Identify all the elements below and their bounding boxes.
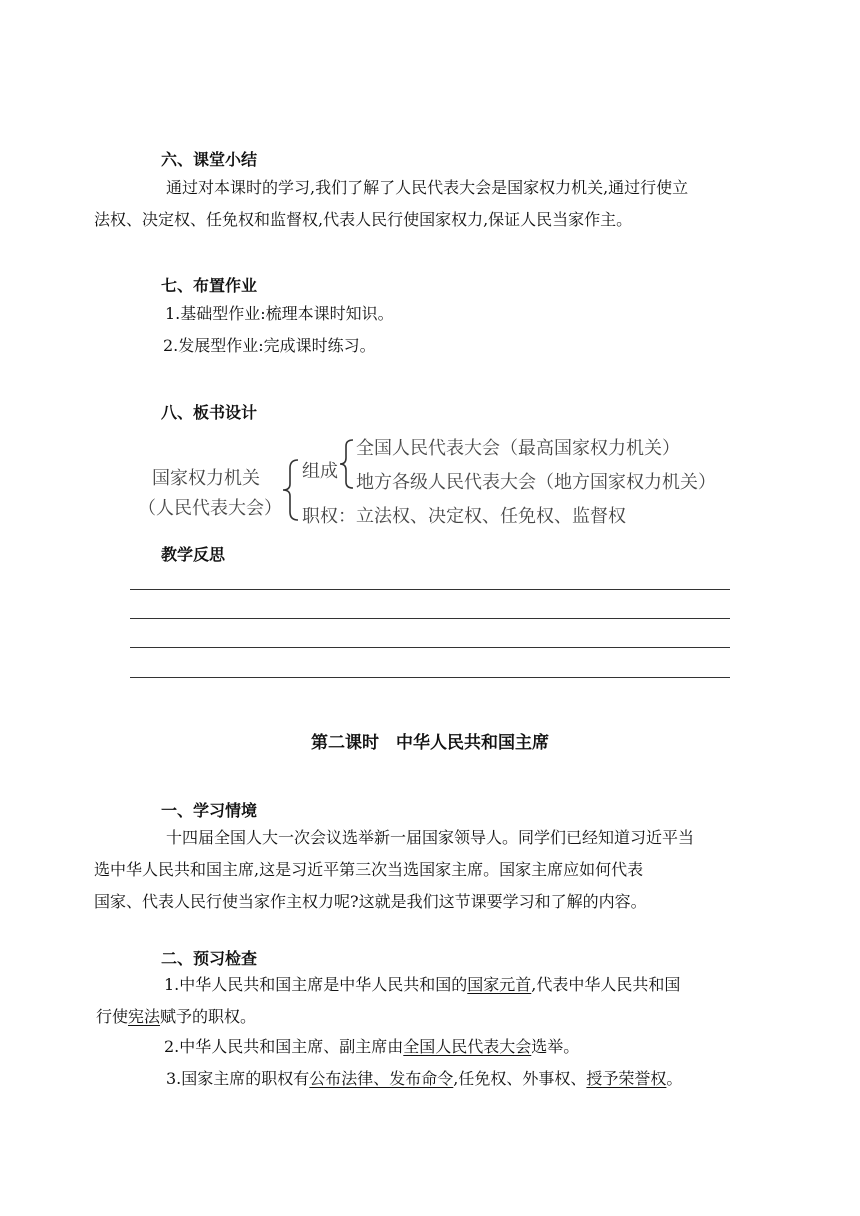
q1-answer-head-of-state: 国家元首 bbox=[467, 975, 532, 994]
section-heading-context: 一、学习情境 bbox=[161, 801, 258, 820]
reflection-line-1 bbox=[130, 589, 730, 590]
q2-answer-npc: 全国人民代表大会 bbox=[403, 1037, 532, 1056]
reflection-line-2 bbox=[130, 618, 730, 619]
board-sub-local: 地方各级人民代表大会（地方国家权力机关） bbox=[356, 472, 716, 493]
preview-question-2 bbox=[164, 1031, 764, 1063]
board-design-diagram bbox=[130, 428, 740, 532]
q1-text-d: 赋予的职权。 bbox=[160, 1007, 257, 1026]
q3-text-a: 3.国家主席的职权有 bbox=[166, 1069, 310, 1088]
context-line-3: 国家、代表人民行使当家作主权力呢?这就是我们这节课要学习和了解的内容。 bbox=[94, 892, 647, 911]
homework-item-2: 2.发展型作业:完成课时练习。 bbox=[163, 336, 376, 355]
q2-text-a: 2.中华人民共和国主席、副主席由 bbox=[164, 1037, 404, 1056]
board-sub-national: 全国人民代表大会（最高国家权力机关） bbox=[356, 438, 680, 459]
summary-paragraph bbox=[94, 172, 730, 236]
board-root-line-1: 国家权力机关 bbox=[152, 468, 260, 489]
q1-text-a: 1.中华人民共和国主席是中华人民共和国的 bbox=[164, 975, 468, 994]
section-heading-homework: 七、布置作业 bbox=[161, 276, 258, 295]
context-line-1: 十四届全国人大一次会议选举新一届国家领导人。同学们已经知道习近平当 bbox=[166, 828, 695, 847]
reflection-line-4 bbox=[130, 677, 730, 678]
q1-text-b: ,代表中华人民共和国 bbox=[531, 975, 681, 994]
board-brace-main-icon bbox=[280, 458, 302, 522]
section-heading-preview: 二、预习检查 bbox=[161, 949, 258, 968]
preview-question-3 bbox=[166, 1063, 766, 1095]
section-heading-reflection: 教学反思 bbox=[161, 545, 226, 564]
summary-line-2: 法权、决定权、任免权和监督权,代表人民行使国家权力,保证人民当家作主。 bbox=[94, 210, 633, 229]
board-root-line-2: （人民代表大会） bbox=[138, 498, 282, 519]
preview-question-1 bbox=[96, 969, 730, 1033]
q1-answer-constitution: 宪法 bbox=[128, 1007, 161, 1026]
q2-text-b: 选举。 bbox=[531, 1037, 580, 1056]
q1-text-c: 行使 bbox=[96, 1007, 129, 1026]
section-heading-board: 八、板书设计 bbox=[161, 403, 258, 422]
section-heading-summary: 六、课堂小结 bbox=[161, 150, 258, 169]
summary-line-1: 通过对本课时的学习,我们了解了人民代表大会是国家权力机关,通过行使立 bbox=[166, 178, 689, 197]
context-paragraph bbox=[94, 822, 730, 918]
homework-item-1: 1.基础型作业:梳理本课时知识。 bbox=[165, 304, 394, 323]
board-zhiquan: 职权：立法权、决定权、任免权、监督权 bbox=[302, 506, 626, 527]
q3-text-c: 。 bbox=[666, 1069, 683, 1088]
q3-answer-promulgate: 公布法律、发布命令 bbox=[309, 1069, 454, 1088]
q3-answer-honors: 授予荣誉权 bbox=[586, 1069, 667, 1088]
board-brace-sub-icon bbox=[338, 438, 356, 490]
q3-text-b: ,任免权、外事权、 bbox=[453, 1069, 587, 1088]
lesson-title: 第二课时 中华人民共和国主席 bbox=[311, 733, 549, 753]
context-line-2: 选中华人民共和国主席,这是习近平第三次当选国家主席。国家主席应如何代表 bbox=[94, 860, 644, 879]
reflection-line-3 bbox=[130, 647, 730, 648]
board-zucheng-label: 组成 bbox=[302, 461, 338, 482]
